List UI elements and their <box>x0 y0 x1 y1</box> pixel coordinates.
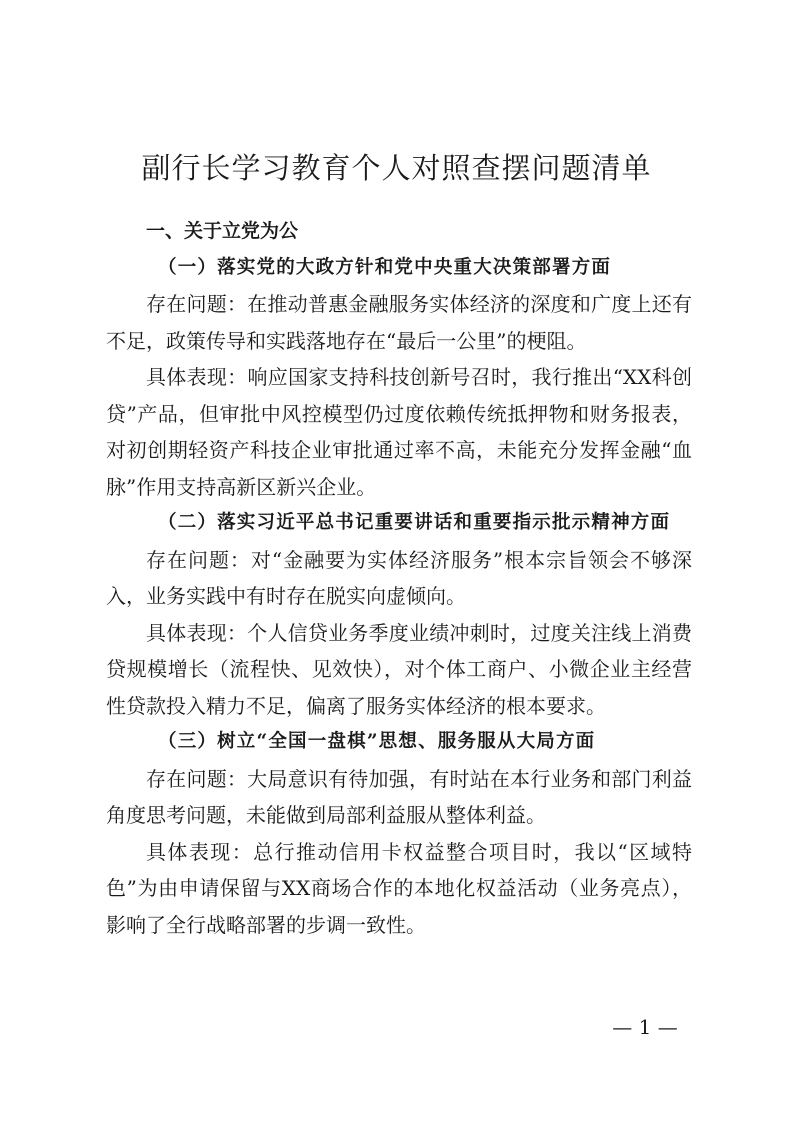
detail-paragraph: 具体表现：总行推动信用卡权益整合项目时，我以“区域特色”为由申请保留与XX商场合作的本地化权益活动（业务亮点），影响了全行战略部署的步调一致性。 <box>106 839 692 937</box>
problem-paragraph: 存在问题：对“金融要为实体经济服务”根本宗旨领会不够深入，业务实践中有时存在脱实向虚倾向。 <box>106 547 692 608</box>
section-heading: 一、关于立党为公 <box>146 220 299 242</box>
detail-paragraph: 具体表现：响应国家支持科技创新号召时，我行推出“XX科创贷”产品，但审批中风控模型仍过度依赖传统抵押物和财务报表，对初创期轻资产科技企业审批通过率不高，未能充分发挥金融“血脉”作用支持高新区新兴企业。 <box>106 365 692 499</box>
document-body <box>106 213 692 943</box>
subsection-heading: （二）落实习近平总书记重要讲话和重要指示批示精神方面 <box>158 512 671 533</box>
problem-paragraph: 存在问题：在推动普惠金融服务实体经济的深度和广度上还有不足，政策传导和实践落地存在“最后一公里”的梗阻。 <box>106 292 692 353</box>
problem-paragraph: 存在问题：大局意识有待加强，有时站在本行业务和部门利益角度思考问题，未能做到局部利益服从整体利益。 <box>106 766 692 827</box>
document-title: 副行长学习教育个人对照查摆问题清单 <box>141 151 652 185</box>
page-number: — 1 — <box>612 1015 678 1039</box>
subsection-heading: （一）落实党的大政方针和党中央重大决策部署方面 <box>158 256 612 278</box>
subsection-heading: （三）树立“全国一盘棋”思想、服务服从大局方面 <box>158 731 596 752</box>
detail-paragraph: 具体表现：个人信贷业务季度业绩冲刺时，过度关注线上消费贷规模增长（流程快、见效快），对个体工商户、小微企业主经营性贷款投入精力不足，偏离了服务实体经济的根本要求。 <box>106 620 692 718</box>
